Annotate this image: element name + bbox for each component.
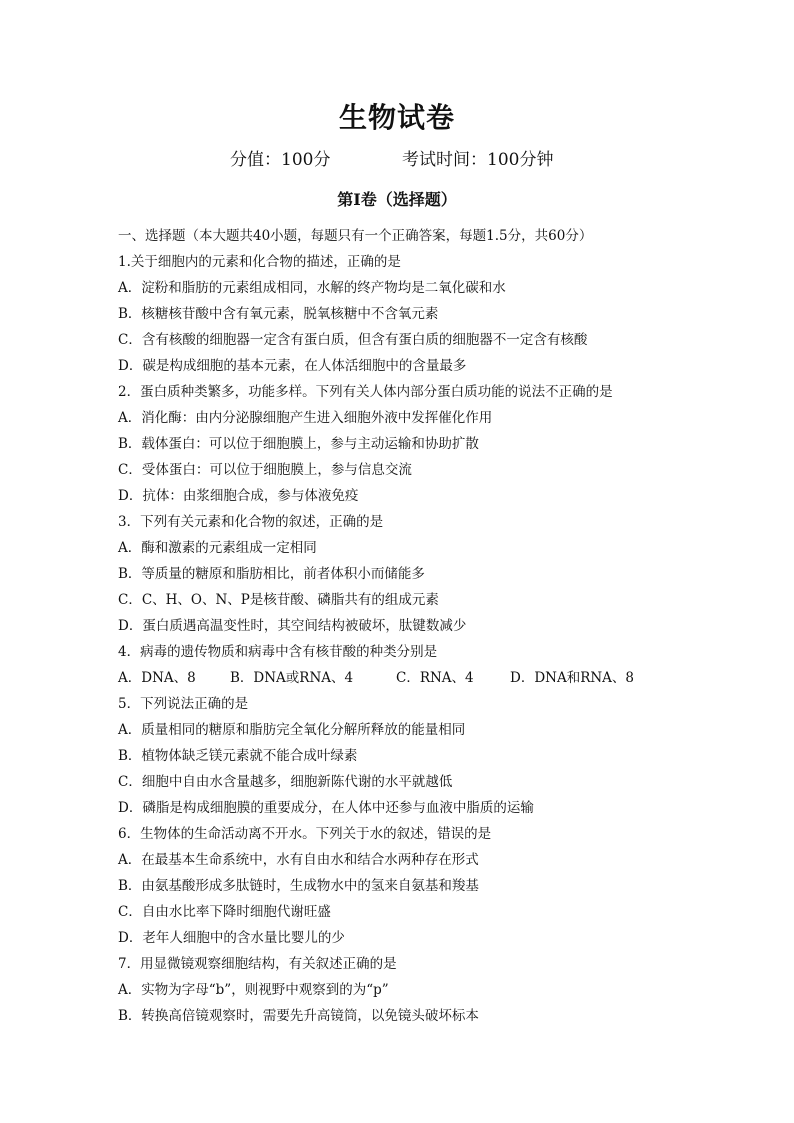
question-stem: 2．蛋白质种类繁多，功能多样。下列有关人体内部分蛋白质功能的说法不正确的是 — [118, 384, 613, 400]
option-d: D．磷脂是构成细胞膜的重要成分，在人体中还参与血液中脂质的运输 — [118, 800, 534, 816]
question-stem: 4．病毒的遗传物质和病毒中含有核苷酸的种类分别是 — [118, 644, 438, 660]
option-c: C．自由水比率下降时细胞代谢旺盛 — [118, 904, 331, 920]
option-c: C．RNA、4 — [396, 670, 474, 686]
option-c: C．受体蛋白：可以位于细胞膜上，参与信息交流 — [118, 462, 412, 478]
option-a: A．在最基本生命系统中，水有自由水和结合水两种存在形式 — [118, 852, 479, 868]
option-b: B．植物体缺乏镁元素就不能合成叶绿素 — [118, 748, 358, 764]
option-d: D．DNA和RNA、8 — [510, 670, 635, 686]
option-c: C．C、H、O、N、P是核苷酸、磷脂共有的组成元素 — [118, 592, 439, 608]
option-a: A．消化酶：由内分泌腺细胞产生进入细胞外液中发挥催化作用 — [118, 410, 493, 426]
option-b: B．载体蛋白：可以位于细胞膜上，参与主动运输和协助扩散 — [118, 436, 479, 452]
question-stem: 7．用显微镜观察细胞结构，有关叙述正确的是 — [118, 956, 397, 972]
option-a: A．质量相同的糖原和脂肪完全氧化分解所释放的能量相同 — [118, 722, 466, 738]
question-stem: 6．生物体的生命活动离不开水。下列关于水的叙述，错误的是 — [118, 826, 492, 842]
option-b: B．由氨基酸形成多肽链时，生成物水中的氢来自氨基和羧基 — [118, 878, 479, 894]
option-a: A．DNA、8 — [118, 670, 196, 686]
time-label: 考试时间：100分钟 — [402, 150, 554, 170]
option-d: D．蛋白质遇高温变性时，其空间结构被破坏，肽键数减少 — [118, 618, 467, 634]
section-title: 第Ⅰ卷（选择题） — [337, 190, 457, 209]
instructions: 一、选择题（本大题共40小题，每题只有一个正确答案，每题1.5分，共60分） — [118, 228, 593, 244]
inline-options — [118, 665, 678, 691]
question-stem: 1.关于细胞内的元素和化合物的描述，正确的是 — [118, 254, 401, 270]
question-stem: 3．下列有关元素和化合物的叙述，正确的是 — [118, 514, 384, 530]
score-label: 分值：100分 — [230, 150, 331, 170]
option-d: D．老年人细胞中的含水量比婴儿的少 — [118, 930, 345, 946]
option-a: A．酶和激素的元素组成一定相同 — [118, 540, 317, 556]
question-list — [118, 223, 678, 1029]
option-b: B．等质量的糖原和脂肪相比，前者体积小而储能多 — [118, 566, 425, 582]
option-b: B．核糖核苷酸中含有氧元素，脱氧核糖中不含氧元素 — [118, 306, 439, 322]
option-b: B．DNA或RNA、4 — [230, 670, 354, 686]
option-c: C．细胞中自由水含量越多，细胞新陈代谢的水平就越低 — [118, 774, 453, 790]
option-a: A．实物为字母“b”，则视野中观察到的为“p” — [118, 982, 389, 998]
page-title: 生物试卷 — [338, 101, 455, 134]
option-b: B．转换高倍镜观察时，需要先升高镜筒，以免镜头破坏标本 — [118, 1008, 479, 1024]
option-c: C．含有核酸的细胞器一定含有蛋白质，但含有蛋白质的细胞器不一定含有核酸 — [118, 332, 588, 348]
question-stem: 5．下列说法正确的是 — [118, 696, 249, 712]
option-a: A．淀粉和脂肪的元素组成相同，水解的终产物均是二氧化碳和水 — [118, 280, 506, 296]
option-d: D．抗体：由浆细胞合成，参与体液免疫 — [118, 488, 359, 504]
option-d: D．碳是构成细胞的基本元素，在人体活细胞中的含量最多 — [118, 358, 467, 374]
